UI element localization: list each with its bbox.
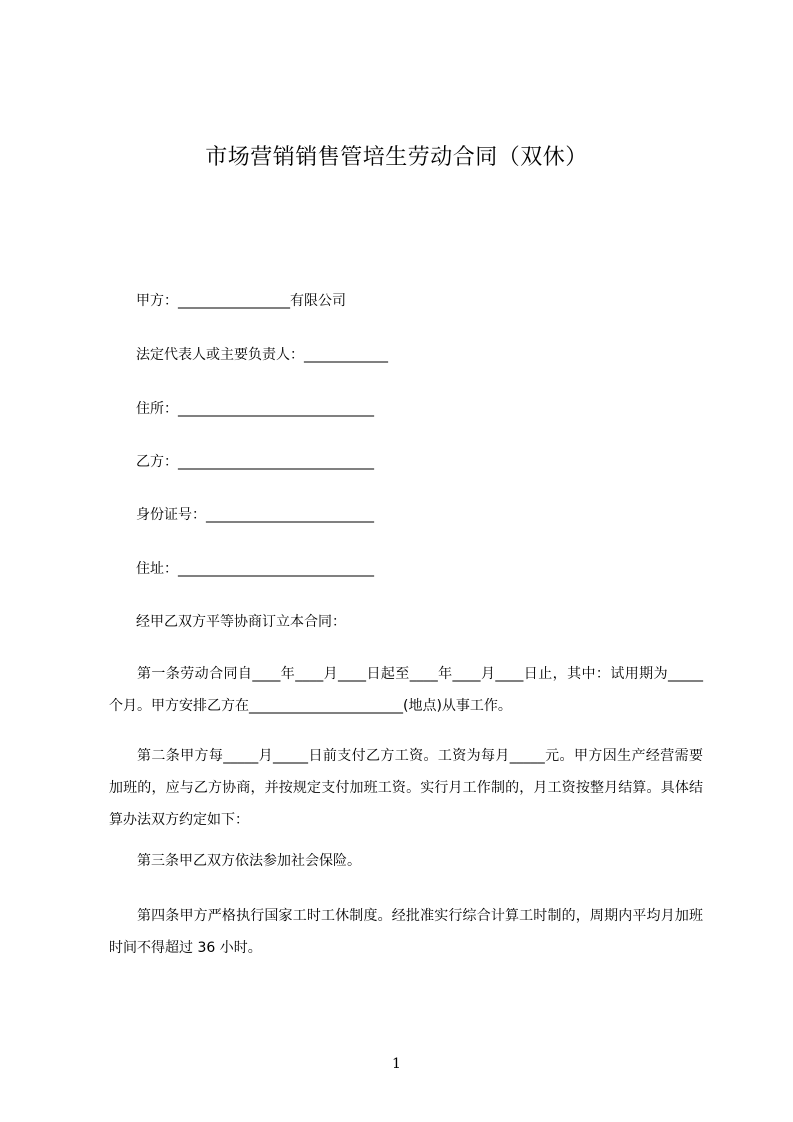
party-a-line: 甲方：________________有限公司 bbox=[136, 293, 346, 309]
residence-line: 住所：____________________________ bbox=[136, 401, 374, 417]
clause-2: 第二条甲方每_____月_____日前支付乙方工资。工资为每月_____元。甲方因生产经营需要加班的，应与乙方协商，并按规定支付加班工资。实行月工作制的，月工资按整月结算。具体结算办法双方约定如下： bbox=[109, 748, 703, 828]
page-number: 1 bbox=[392, 1056, 401, 1072]
document-title: 市场营销销售管培生劳动合同（双休） bbox=[205, 145, 588, 170]
id-number-line: 身份证号：________________________ bbox=[136, 507, 374, 523]
party-b-line: 乙方：____________________________ bbox=[136, 454, 374, 470]
preamble: 经甲乙双方平等协商订立本合同： bbox=[136, 614, 346, 630]
legal-representative-line: 法定代表人或主要负责人：____________ bbox=[136, 347, 388, 363]
clause-1: 第一条劳动合同自____年____月____日起至____年____月____日止，其中：试用期为_____个月。甲方安排乙方在______________________(地点)从事工作。 bbox=[109, 666, 703, 714]
clause-3: 第三条甲乙双方依法参加社会保险。 bbox=[137, 853, 361, 869]
clause-4: 第四条甲方严格执行国家工时工休制度。经批准实行综合计算工时制的，周期内平均月加班时间不得超过 36 小时。 bbox=[109, 908, 703, 956]
address-line: 住址：____________________________ bbox=[136, 561, 374, 577]
